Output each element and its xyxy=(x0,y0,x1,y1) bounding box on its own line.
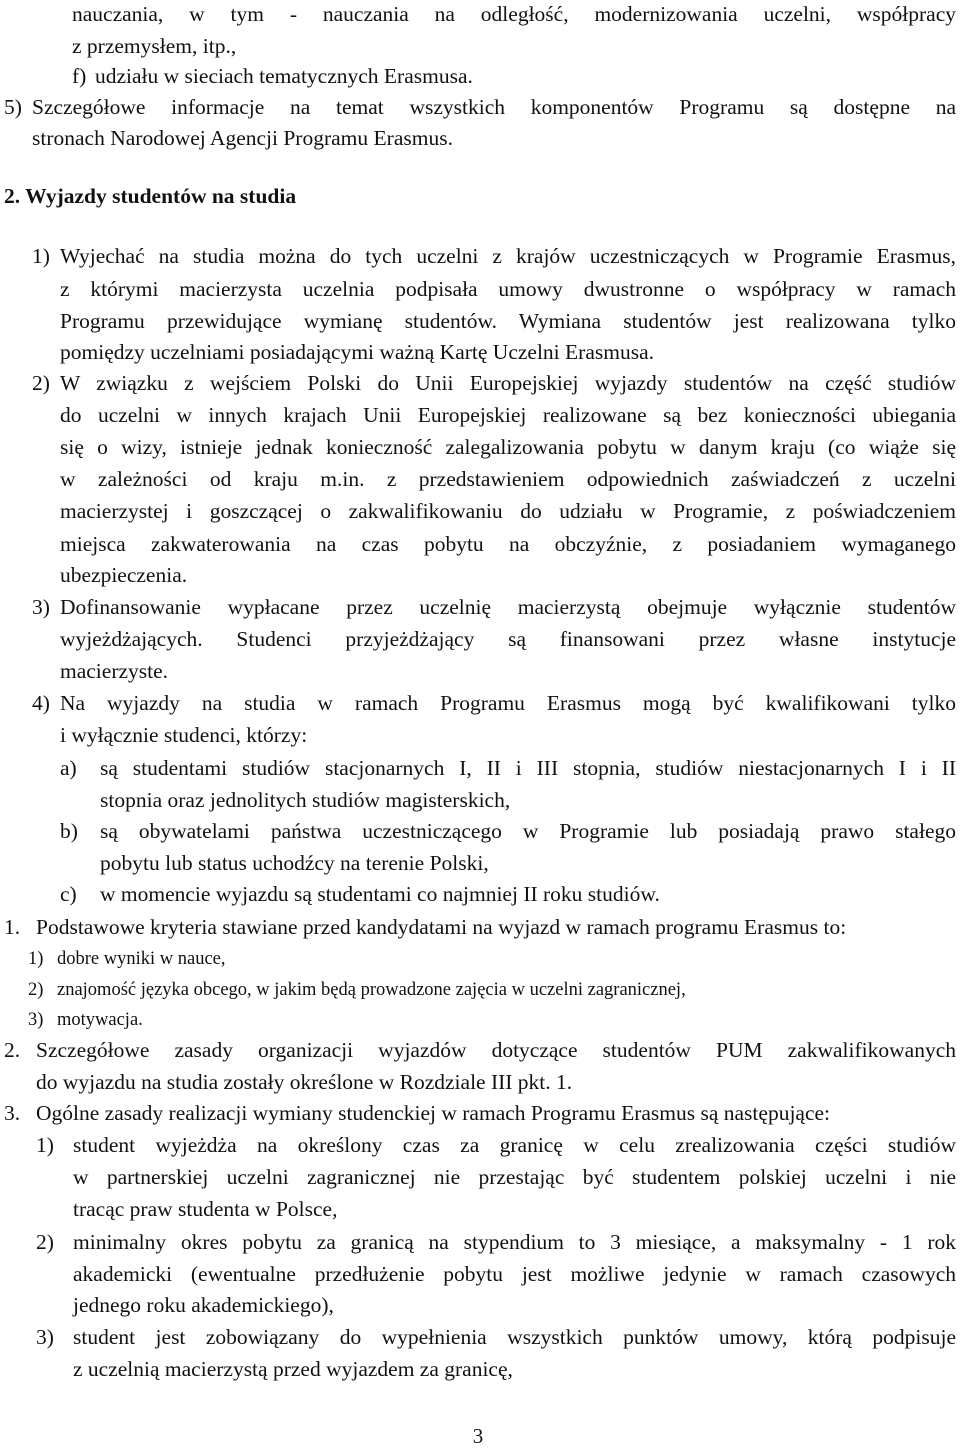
criteria-paragraph-2-line: Szczegółowe zasady organizacji wyjazdów dotyczące studentów PUM zakwalifikowanych xyxy=(36,1038,956,1062)
list-marker: b) xyxy=(60,819,78,843)
list-marker: c) xyxy=(60,882,77,906)
list-marker: 2) xyxy=(32,371,50,395)
list-marker: 1) xyxy=(36,1133,54,1157)
list-marker: 3) xyxy=(36,1325,54,1349)
list-item-5-line: stronach Narodowej Agencji Programu Erasmus. xyxy=(32,126,453,150)
subitem-b-line: są obywatelami państwa uczestniczącego w Programie lub posiadają prawo stałego xyxy=(100,819,956,843)
rule-2-line: akademicki (ewentualne przedłużenie pobytu jest możliwe jedynie w ramach czasowych xyxy=(73,1262,956,1286)
subitem-a-line: stopnia oraz jednolitych studiów magisterskich, xyxy=(100,788,511,812)
criteria-paragraph-1: Podstawowe kryteria stawiane przed kandydatami na wyjazd w ramach programu Erasmus to: xyxy=(36,915,847,939)
list-marker: 3) xyxy=(32,595,50,619)
rule-1-line: w partnerskiej uczelni zagranicznej nie przestając być studentem polskiej uczelni i nie xyxy=(73,1165,956,1189)
list-marker: f) xyxy=(72,64,87,88)
criteria-list-item: motywacja. xyxy=(57,1010,143,1030)
list-marker: a) xyxy=(60,756,77,780)
section2-item-2-line: miejsca zakwaterowania na czas pobytu na obczyźnie, z posiadaniem wymaganego xyxy=(60,532,956,556)
section2-item-1-line: z którymi macierzysta uczelnia podpisała umowy dwustronne o współpracy w ramach xyxy=(60,277,956,301)
list-item-5-line: Szczegółowe informacje na temat wszystkich komponentów Programu są dostępne na xyxy=(32,95,956,119)
section2-item-1-line: pomiędzy uczelniami posiadającymi ważną Kartę Uczelni Erasmusa. xyxy=(60,340,654,364)
list-marker: 4) xyxy=(32,691,50,715)
section2-item-1-line: Wyjechać na studia można do tych uczelni z krajów uczestniczących w Programie Erasmus, xyxy=(60,244,956,268)
intro-continuation-line: nauczania, w tym - nauczania na odległość, modernizowania uczelni, współpracy xyxy=(72,2,956,26)
section-heading: 2. Wyjazdy studentów na studia xyxy=(4,184,297,208)
section2-item-2-line: macierzystej i goszczącej o zakwalifikowaniu do udziału w Programie, z poświadczeniem xyxy=(60,499,956,523)
intro-continuation-line: z przemysłem, itp., xyxy=(72,34,237,58)
subitem-c-line: w momencie wyjazdu są studentami co najmniej II roku studiów. xyxy=(100,882,660,906)
list-marker: 1) xyxy=(28,949,44,969)
criteria-paragraph-3: Ogólne zasady realizacji wymiany studenckiej w ramach Programu Erasmus są następujące: xyxy=(36,1101,831,1125)
list-marker: 5) xyxy=(4,95,22,119)
rule-2-line: jednego roku akademickiego), xyxy=(73,1293,334,1317)
criteria-list-item: znajomość języka obcego, w jakim będą prowadzone zajęcia w uczelni zagranicznej, xyxy=(57,980,686,1000)
subitem-a-line: są studentami studiów stacjonarnych I, II i III stopnia, studiów niestacjonarnych I i II xyxy=(100,756,956,780)
section2-item-2-line: do uczelni w innych krajach Unii Europejskiej realizowane są bez konieczności ubiegania xyxy=(60,403,956,427)
section2-item-2-line: W związku z wejściem Polski do Unii Europejskiej wyjazdy studentów na część studiów xyxy=(60,371,956,395)
list-marker: 2) xyxy=(28,980,44,1000)
list-item-f: udziału w sieciach tematycznych Erasmusa. xyxy=(95,64,473,88)
section2-item-2-line: w zależności od kraju m.in. z przedstawieniem odpowiednich zaświadczeń z uczelni xyxy=(60,467,956,491)
rule-1-line: tracąc praw studenta w Polsce, xyxy=(73,1197,338,1221)
rule-3-line: student jest zobowiązany do wypełnienia wszystkich punktów umowy, którą podpisuje xyxy=(73,1325,956,1349)
section2-item-4-line: Na wyjazdy na studia w ramach Programu Erasmus mogą być kwalifikowani tylko xyxy=(60,691,956,715)
rule-1-line: student wyjeżdża na określony czas za granicę w celu zrealizowania części studiów xyxy=(73,1133,956,1157)
criteria-paragraph-2-line: do wyjazdu na studia zostały określone w Rozdziale III pkt. 1. xyxy=(36,1070,573,1094)
section2-item-4-line: i wyłącznie studenci, którzy: xyxy=(60,723,308,747)
list-marker: 3) xyxy=(28,1010,44,1030)
section2-item-1-line: Programu przewidujące wymianę studentów. Wymiana studentów jest realizowana tylko xyxy=(60,309,956,333)
subitem-b-line: pobytu lub status uchodźcy na terenie Polski, xyxy=(100,851,489,875)
criteria-list-item: dobre wyniki w nauce, xyxy=(57,949,226,969)
list-marker: 2. xyxy=(4,1038,21,1062)
section2-item-2-line: się o wizy, istnieje jednak konieczność zalegalizowania pobytu w danym kraju (co wiąże się xyxy=(60,435,956,459)
page-number: 3 xyxy=(472,1424,484,1448)
section2-item-3-line: wyjeżdżających. Studenci przyjeżdżający są finansowani przez własne instytucje xyxy=(60,627,956,651)
list-marker: 3. xyxy=(4,1101,21,1125)
rule-2-line: minimalny okres pobytu za granicą na stypendium to 3 miesiące, a maksymalny - 1 rok xyxy=(73,1230,956,1254)
list-marker: 1. xyxy=(4,915,21,939)
section2-item-2-line: ubezpieczenia. xyxy=(60,563,188,587)
rule-3-line: z uczelnią macierzystą przed wyjazdem za granicę, xyxy=(73,1357,513,1381)
list-marker: 1) xyxy=(32,244,50,268)
section2-item-3-line: macierzyste. xyxy=(60,659,169,683)
section2-item-3-line: Dofinansowanie wypłacane przez uczelnię macierzystą obejmuje wyłącznie studentów xyxy=(60,595,956,619)
list-marker: 2) xyxy=(36,1230,54,1254)
